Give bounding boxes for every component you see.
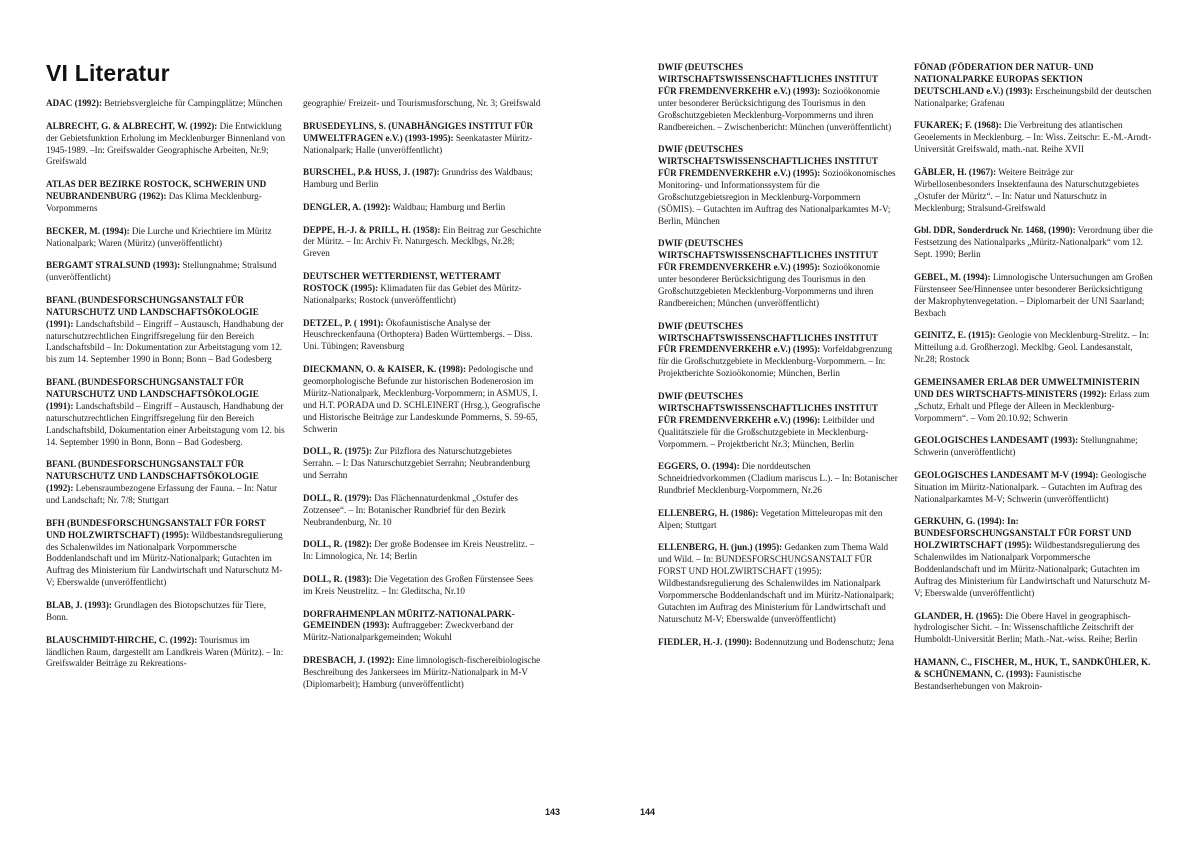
bibliography-entry [914,516,1154,599]
bibliography-entry [914,377,1154,425]
bibliography-column-2 [303,98,543,702]
bibliography-entry [303,609,543,645]
entry-author: BERGAMT STRALSUND (1993): [46,260,181,271]
entry-text: Stellungnahme; Stralsund (unveröffentlicht) [46,260,277,283]
entry-author: ALBRECHT, G. & ALBRECHT, W. (1992): [46,120,218,131]
bibliography-entry [46,635,286,671]
entry-author: DENGLER, A. (1992): [303,201,391,212]
entry-text: Weitere Beiträge zur Wirbellosenbesonders Insektenfauna des Naturschutzgebietes „Ostufer der Müritz“. – In: Natur und Naturschutz in Mecklenburg; Stralsund-Greifswald [914,166,1139,213]
entry-text: Grundlagen des Biotopschutzes für Tiere, Bonn. [46,599,266,622]
bibliography-entry [658,62,898,133]
bibliography-entry [914,470,1154,506]
entry-author: BFANL (BUNDESFORSCHUNGSANSTALT FÜR NATURSCHUTZ UND LANDSCHAFTSÖKOLOGIE (1991): [46,377,259,411]
entry-text: Bodennutzung und Bodenschutz; Jena [752,636,894,647]
entry-text: Gedanken zum Thema Wald und Wild. – In: BUNDESFORSCHUNGSANSTALT FÜR FORST UND HOLZWIRTSCHAFT (1995): Wildbestandsregulierung des Schalenwildes im Nationalpark Vorpommersche Boddenlandschaft und im Müritz-Nationalpark; Gutachten im Auftrag des Ministerium für Landwirtschaft und Naturschutz M-V; Eberswalde (unveröffentlicht) [658,542,895,624]
entry-author: BFANL (BUNDESFORSCHUNGSANSTALT FÜR NATURSCHUTZ UND LANDSCHAFTSÖKOLOGIE (1991): [46,294,259,329]
entry-author: DWIF (DEUTSCHES WIRTSCHAFTSWISSENSCHAFTLICHES INSTITUT FÜR FREMDENVERKEHR e.V.) (1995): [658,144,878,179]
entry-author: BECKER, M. (1994): [46,225,130,236]
bibliography-entry [658,542,898,625]
entry-author: GERKUHN, G. (1994): In: BUNDESFORSCHUNGSANSTALT FÜR FORST UND HOLZWIRTSCHAFT (1995): [914,516,1132,551]
entry-author: DRESBACH, J. (1992): [303,655,395,666]
bibliography-entry [303,225,543,261]
entry-author: BFANL (BUNDESFORSCHUNGSANSTALT FÜR NATURSCHUTZ UND LANDSCHAFTSÖKOLOGIE (1992): [46,459,259,494]
entry-author: BLAB, J. (1993): [46,599,112,610]
bibliography-entry [914,167,1154,215]
entry-author: DEPPE, H.-J. & PRILL, H. (1958): [303,224,441,235]
bibliography-entry [914,120,1154,156]
entry-text: Geologische Situation im Müritz-Nationalpark. – Gutachten im Auftrag des Nationalparkamtes M-V; Schwerin (unveröffentlicht) [914,469,1147,504]
entry-text: Stellungnahme; Schwerin (unveröffentlicht) [914,435,1138,458]
bibliography-column-1 [46,98,286,681]
entry-author: ELLENBERG, H. (1986): [658,507,759,518]
bibliography-entry [303,574,543,598]
entry-author: DORFRAHMENPLAN MÜRITZ-NATIONALPARK-GEMEINDEN (1993): [303,608,515,631]
entry-author: DEUTSCHER WETTERDIENST, WETTERAMT ROSTOCK (1995): [303,271,501,293]
entry-author: ADAC (1992): [46,98,103,108]
entry-author: GEMEINSAMER ERLAß DER UMWELTMINISTERIN UND DES WIRTSCHAFTS-MINISTERS (1992): [914,376,1140,399]
entry-text: Vorfeldabgrenzung für die Großschutzgebiete in Mecklenburg-Vorpommern. – In: Projektberichte Sozioökonomie; München, Berlin [658,344,893,379]
bibliography-entry [658,321,898,381]
entry-text: Betriebsvergleiche für Campingplätze; München [102,98,283,108]
entry-text: Die Lurche und Kriechtiere im Müritz Nationalpark; Waren (Müritz) (unveröffentlicht) [46,225,272,248]
entry-author: EGGERS, O. (1994): [658,461,740,472]
bibliography-entry [303,202,543,214]
entry-author: ELLENBERG, H. (jun.) (1995): [658,542,783,553]
bibliography-entry [303,655,543,691]
bibliography-entry [303,493,543,529]
bibliography-entry [658,637,898,649]
entry-text: Die Vegetation des Großen Fürstensee Sees im Kreis Neustrelitz. – In: Gleditscha, Nr.10 [303,573,533,596]
entry-text: Sozioökonomie unter besonderer Berücksichtigung des Tourismus in den Großschutzgebieten Mecklenburg-Vorpommerns und ihren Randbereichen; München (unveröffentlicht) [658,262,880,308]
entry-author: DOLL, R. (1982): [303,539,372,550]
entry-text: Tourismus im ländlichen Raum, dargestellt am Landkreis Waren (Müritz). – In: Greifswalder Beiträge zu Rekreations- [46,634,284,669]
entry-text: Die Entwicklung der Gebietsfunktion Erholung im Mecklenburger Binnenland von 1945-1989. –In: Greifswalder Geographische Arbeiten, Nr.9; Greifswald [46,120,286,167]
bibliography-entry [658,461,898,497]
bibliography-entry [303,318,543,354]
entry-text: Auftraggeber: Zweckverband der Müritz-Nationalparkgemeinden; Wokuhl [303,620,514,643]
entry-author: GEINITZ, E. (1915): [914,330,996,341]
entry-author: GÄBLER, H. (1967): [914,166,997,177]
entry-text: Landschaftsbild – Eingriff – Austausch, Handhabung der naturschutzrechtlichen Eingriffsregelung für den Bereich Landschaftsbild, Dokumentation einer Arbeitstagung vom 12. bis 14. September 1990 in Bonn, Bonn – Bad Godesberg. [46,400,285,447]
entry-author: GLANDER, H. (1965): [914,610,1004,621]
page-number-left: 143 [545,807,561,817]
bibliography-entry [303,539,543,563]
bibliography-entry [303,121,543,157]
entry-author: DOLL, R. (1975): [303,446,372,457]
entry-author: Gbl. DDR, Sonderdruck Nr. 1468, (1990): [914,225,1076,236]
entry-text: Sozioökonomie unter besonderer Berücksichtigung des Tourismus in den Großschutzgebieten Mecklenburg-Vorpommerns und ihren Randbereichen. – Zwischenbericht: München (unveröffentlicht) [658,85,892,132]
bibliography-entry [914,435,1154,459]
entry-text: geographie/ Freizeit- und Tourismusforschung, Nr. 3; Greifswald [303,98,541,108]
entry-author: DOLL, R. (1983): [303,573,372,584]
entry-author: DWIF (DEUTSCHES WIRTSCHAFTSWISSENSCHAFTLICHES INSTITUT FÜR FREMDENVERKEHR e.V.) (1995): [658,238,878,273]
entry-text: Waldbau; Hamburg und Berlin [390,201,506,212]
entry-author: BRUSEDEYLINS, S. (UNABHÄNGIGES INSTITUT FÜR UMWELTFRAGEN e.V.) (1993-1995): [303,120,534,143]
bibliography-entry [46,98,286,110]
bibliography-entry [303,167,543,191]
entry-author: BURSCHEL, P.& HUSS, J. (1987): [303,167,440,178]
entry-text: Erscheinungsbild der deutschen Nationalparke; Grafenau [914,85,1152,108]
entry-text: Grundriss des Waldbaus; Hamburg und Berlin [303,167,533,190]
entry-author: GEOLOGISCHES LANDESAMT M-V (1994): [914,469,1099,480]
entry-text: Wildbestandsregulierung des Schalenwildes im Nationalpark Vorpommersche Boddenlandschaft und im Müritz-Nationalpark; Gutachten im Auftrag des Ministerium für Landwirtschaft und Naturschutz M-V; Eberswalde (unveröffentlicht) [46,529,283,588]
bibliography-entry [46,295,286,366]
entry-author: GEOLOGISCHES LANDESAMT (1993): [914,435,1079,446]
entry-text: Die norddeutschen Schneidriedvorkommen (Cladium mariscus L.). – In: Botanischer Rundbrief Mecklenburg-Vorpommern, Nr.26 [658,461,898,496]
entry-text: Landschaftsbild – Eingriff – Austausch, Handhabung der naturschutzrechtlichen Eingriffsregelung für den Bereich Landschaftsbild – In: Dokumentation zur Arbeitstagung vom 12. bis zum 14. September 1990 in Bonn; Bonn – Bad Godesberg [46,318,284,365]
entry-author: DWIF (DEUTSCHES WIRTSCHAFTSWISSENSCHAFTLICHES INSTITUT FÜR FREMDENVERKEHR e.V.) (1995): [658,320,878,355]
bibliography-column-3 [658,62,898,659]
entry-author: DETZEL, P. ( 1991): [303,317,384,328]
entry-text: Geologie von Mecklenburg-Strelitz. – In: Mitteilung a.d. Großherzogl. Mecklbg. Geol. Landesanstalt, Nr.28; Rostock [914,330,1150,365]
entry-text: Ökofaunistische Analyse der Heuschreckenfauna (Orthoptera) Baden Württembergs. – Diss. Uni. Tübingen; Ravensburg [303,317,533,352]
page-title: VI Literatur [46,60,170,86]
entry-author: HAMANN, C., FISCHER, M., HUK, T., SANDKÜHLER, K. & SCHÜNEMANN, C. (1993): [914,657,1151,679]
entry-text: Die Verbreitung des atlantischen Geoelements in Mecklenburg. – In: Wiss. Zeitschr: E.-M.-Arndt-Universität Greifswald, math.-nat. Reihe XVII [914,120,1152,155]
entry-author: ATLAS DER BEZIRKE ROSTOCK, SCHWERIN UND NEUBRANDENBURG (1962): [46,179,267,202]
entry-text: Wildbestandsregulierung des Schalenwildes im Nationalpark Vorpommersche Boddenlandschaft und im Müritz-Nationalpark; Gutachten im Auftrag des Ministerium für Landwirtschaft und Naturschutz M-V; Eberswalde (unveröffentlicht) [914,540,1151,598]
bibliography-entry [46,121,286,169]
bibliography-entry [303,364,543,435]
entry-text: Das Klima Mecklenburg-Vorpommerns [46,191,262,213]
entry-author: DOLL, R. (1979): [303,492,372,503]
bibliography-entry [303,271,543,307]
bibliography-entry [914,62,1154,110]
entry-text: Erlass zum „Schutz, Erhalt und Pflege der Alleen in Mecklenburg-Vorpommern“. – Vom 20.10.92; Schwerin [914,388,1150,423]
bibliography-entry [303,98,543,110]
bibliography-entry [914,611,1154,647]
entry-text: Verordnung über die Festsetzung des Nationalparks „Müritz-Nationalpark“ vom 12. Sept. 1990; Berlin [914,225,1153,260]
bibliography-entry [46,179,286,215]
bibliography-entry [658,144,898,227]
bibliography-entry [46,260,286,284]
entry-text: Ein Beitrag zur Geschichte der Müritz. – In: Archiv Fr. Naturgesch. Mecklbgs, Nr.28; Greven [303,224,542,259]
bibliography-entry [46,226,286,250]
bibliography-entry [46,600,286,624]
bibliography-entry [914,657,1154,693]
entry-text: Vegetation Mitteleuropas mit den Alpen; Stuttgart [658,507,883,530]
page-number-right: 144 [640,807,656,817]
entry-author: DWIF (DEUTSCHES WIRTSCHAFTSWISSENSCHAFTLICHES INSTITUT FÜR FREMDENVERKEHR e.V.) (1996): [658,390,878,425]
entry-text: Eine limnologisch-fischereibiologische Beschreibung des Jankersees im Müritz-Nationalpark in M-V (Diplomarbeit); Hamburg (unveröffentlicht) [303,655,541,689]
entry-text: Pedologische und geomorphologische Befunde zur historischen Bodenerosion im Müritz-Nationalpark, Mecklenburg-Vorpommern; in ASMUS, I. und H.T. PORADA und D. SCHLEINERT (Hrsg.), Geografische und Historische Beiträge zur Landeskunde Pommerns, S. 59-65, Schwerin [303,364,541,434]
entry-text: Seenkataster Müritz-Nationalpark; Halle (unveröffentlicht) [303,132,533,155]
bibliography-entry [914,225,1154,261]
bibliography-entry [914,272,1154,320]
entry-text: Lebensraumbezogene Erfassung der Fauna. – In: Natur und Landschaft; Nr. 7/8; Stuttgart [46,483,278,506]
entry-author: FIEDLER, H.-J. (1990): [658,636,753,647]
entry-text: Das Flächennaturdenkmal „Ostufer des Zotzensee“. – In: Botanischer Rundbrief für den Bezirk Neubrandenburg, Nr. 10 [303,492,518,527]
entry-text: Faunistische Bestandserhebungen von Makroin- [914,668,1082,691]
entry-author: DIECKMANN, O. & KAISER, K. (1998): [303,364,466,375]
entry-text: Sozioökonomisches Monitoring- und Informationssystem für die Großschutzgebietsregion in Mecklenburg-Vorpommern (SÖMIS). – Gutachten im Auftrag des Nationalparkamtes M-V; Berlin, München [658,168,896,226]
entry-text: Zur Pilzflora des Naturschutzgebietes Serrahn. – I: Das Naturschutzgebiet Serrahn; Neubrandenburg und Serrahn [303,446,531,481]
bibliography-entry [914,330,1154,366]
bibliography-entry [658,508,898,532]
entry-text: Leitbilder und Qualitätsziele für die Großschutzgebiete in Mecklenburg-Vorpommern. – Projektbericht Nr.3; München, Berlin [658,414,875,449]
entry-author: BFH (BUNDESFORSCHUNGSANSTALT FÜR FORST UND HOLZWIRTSCHAFT) (1995): [46,517,266,540]
bibliography-entry [658,238,898,309]
bibliography-entry [46,518,286,589]
entry-author: FUKAREK; F. (1968): [914,120,1002,131]
entry-author: GEBEL, M. (1994): [914,271,991,282]
bibliography-entry [658,391,898,451]
entry-author: BLAUSCHMIDT-HIRCHE, C. (1992): [46,634,198,645]
entry-text: Die Obere Havel in geographisch-hydrologischer Sicht. – In: Wissenschaftliche Zeitschrift der Humboldt-Universität Berlin; Math.-Nat.-wiss. Reihe; Berlin [914,610,1138,645]
entry-author: DWIF (DEUTSCHES WIRTSCHAFTSWISSENSCHAFTLICHES INSTITUT FÜR FREMDENVERKEHR e.V.) (1993): [658,62,878,96]
bibliography-entry [46,377,286,448]
entry-text: Limnologische Untersuchungen am Großen Fürstenseer See/Hinnensee unter besonderer Berücksichtigung der Makrophytenvegetation. – Diplomarbeit der UNI Saarland; Bexbach [914,271,1153,318]
bibliography-column-4 [914,62,1154,704]
bibliography-entry [303,446,543,482]
entry-author: FÖNAD (FÖDERATION DER NATUR- UND NATIONALPARKE EUROPAS SEKTION DEUTSCHLAND e.V.) (1993): [914,62,1094,96]
entry-text: Klimadaten für das Gebiet des Müritz-Nationalparks; Rostock (unveröffentlicht) [303,282,522,305]
bibliography-entry [46,459,286,507]
entry-text: Der große Bodensee im Kreis Neustrelitz. – In: Limnologica, Nr. 14; Berlin [303,539,535,562]
